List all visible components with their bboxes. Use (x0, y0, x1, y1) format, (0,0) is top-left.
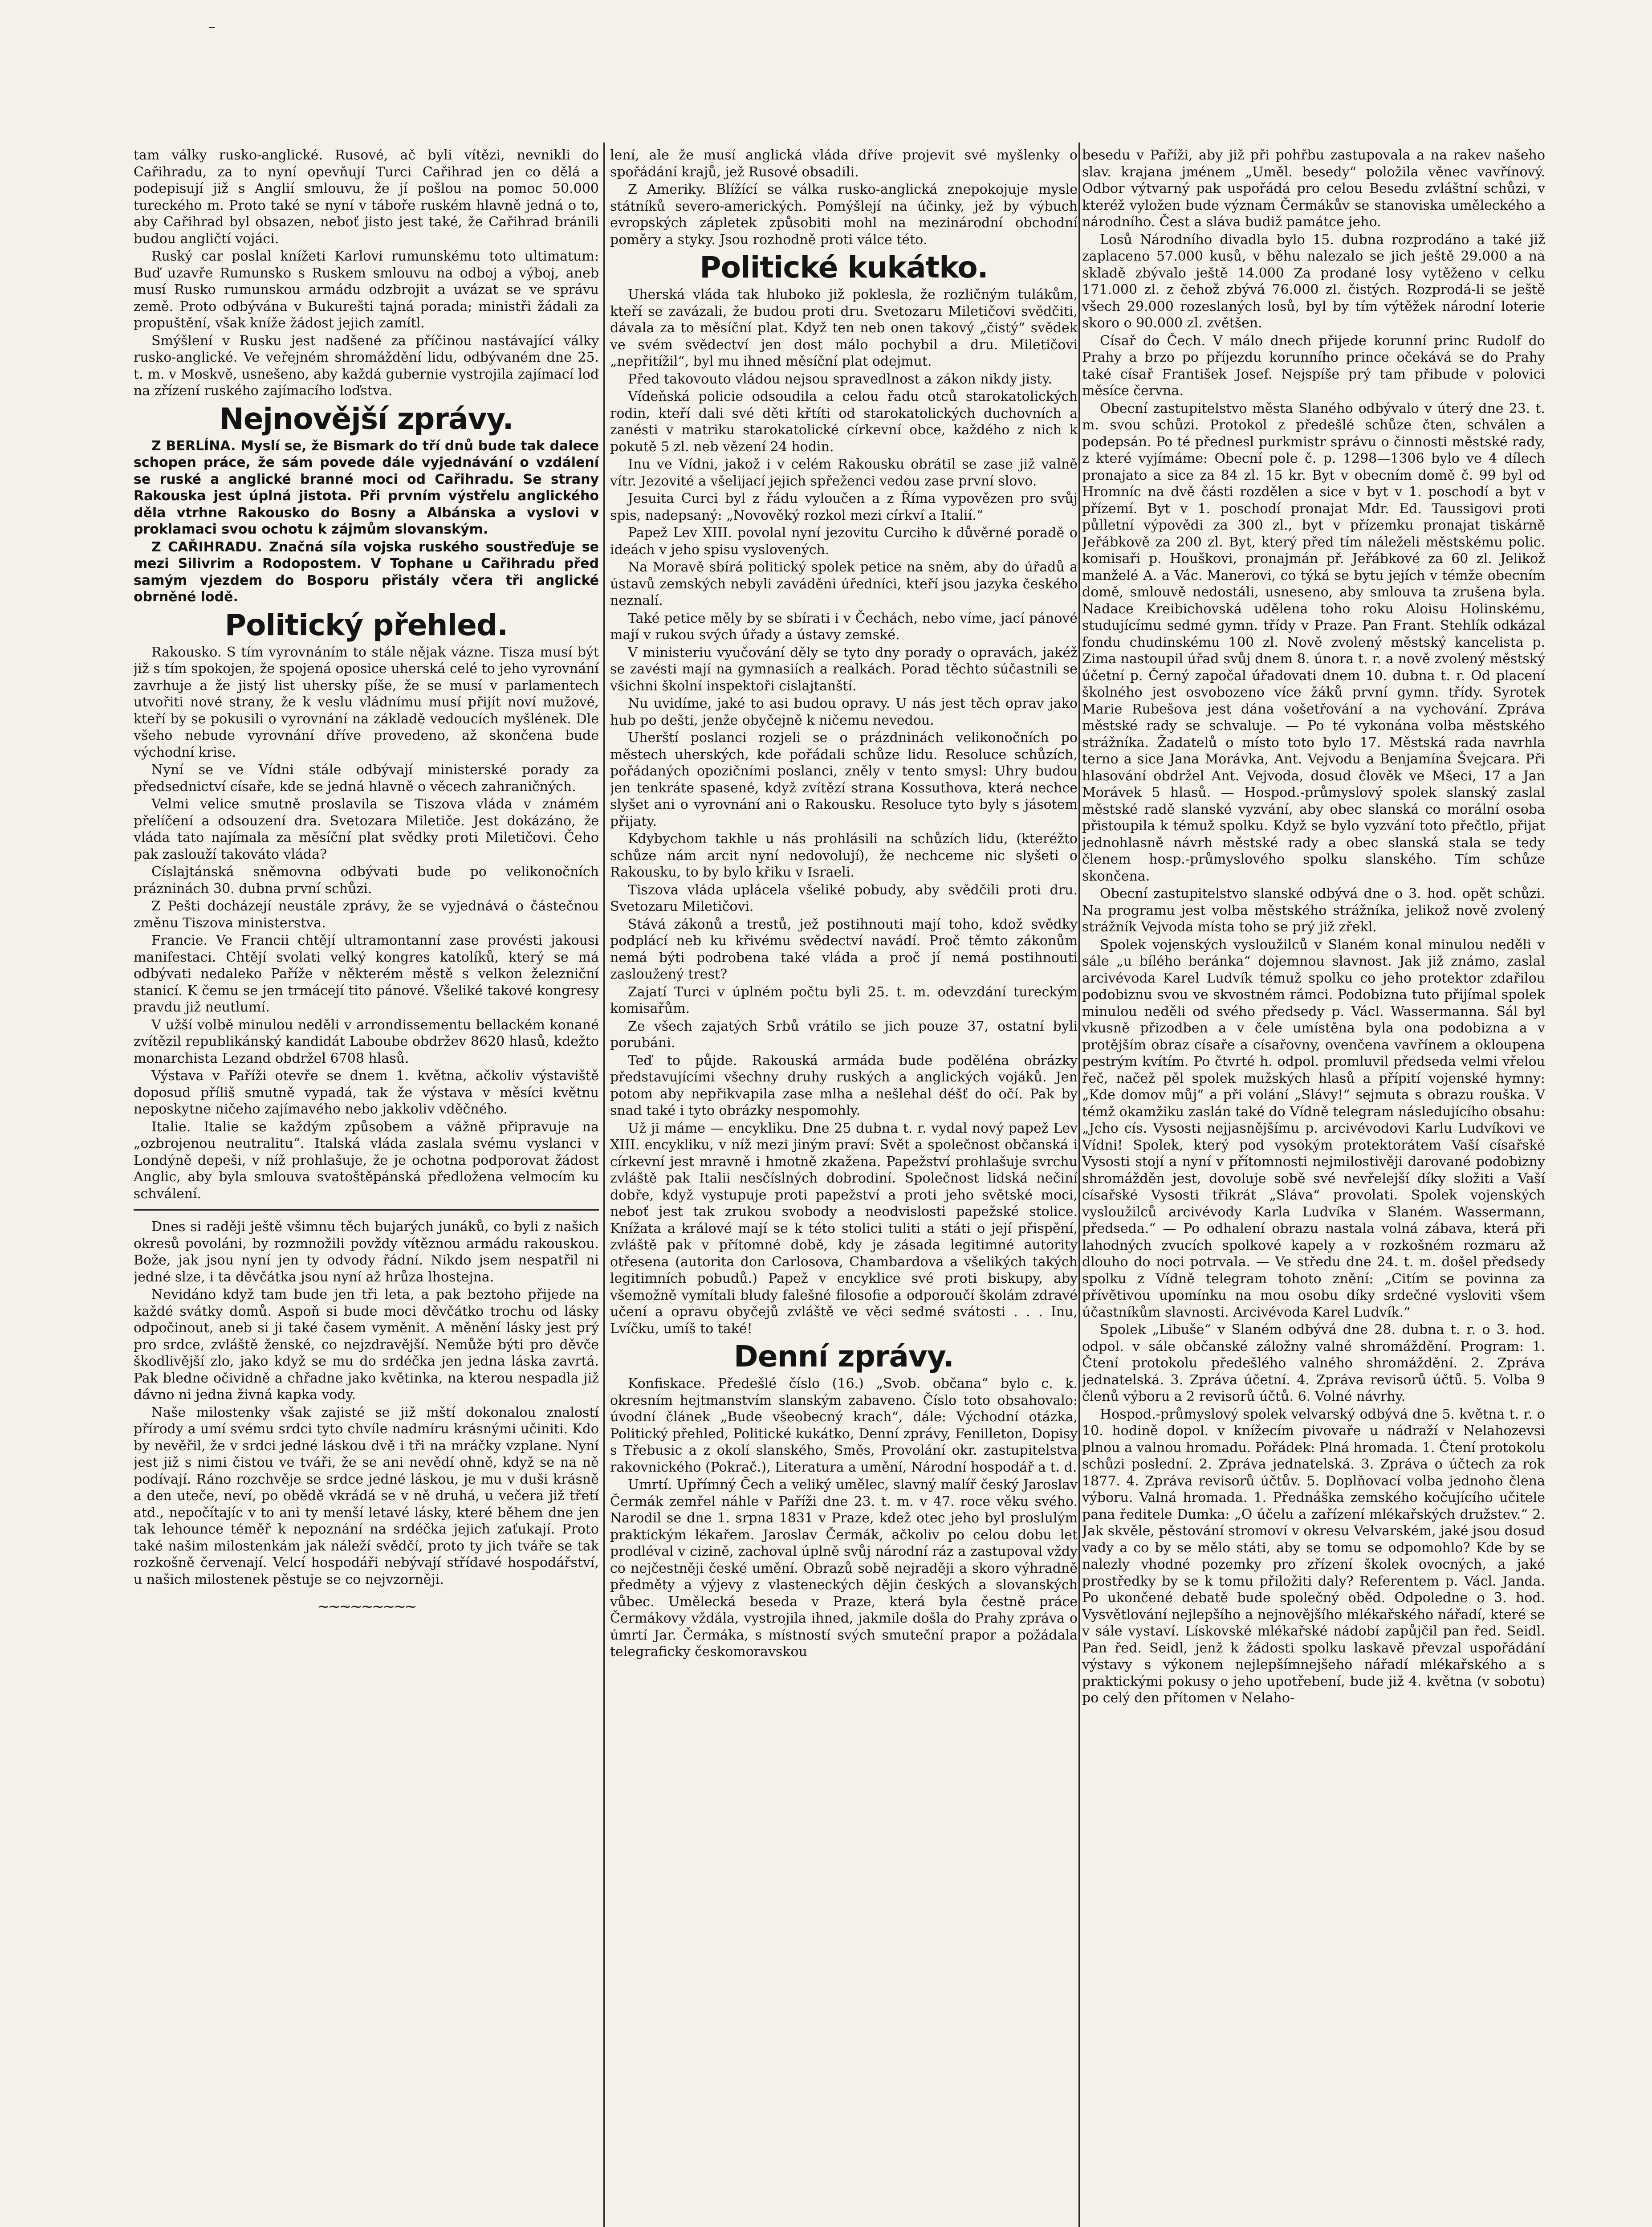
paragraph: V užší volbě minulou neděli v arrondissementu bellackém konané zvítězil republikánský kandidát Laboube obdržev 8620 hlasů, kdežto monarchista Lezand obdržel 6708 hlasů. (134, 1017, 599, 1066)
paragraph: Císař do Čech. V málo dnech přijede korunní princ Rudolf do Prahy a brzo po příjezdu korunního prince očekává se do Prahy také císař František Josef. Nejspíše prý tam přibude v polovici měsíce června. (1082, 333, 1545, 399)
paragraph: Na Moravě sbírá politický spolek petice na sněm, aby do úřadů a ústavů zemských nebyli zaváděni úředníci, kteří jsou jazyka českého neznalí. (610, 559, 1078, 608)
paragraph: Teď to půjde. Rakouská armáda bude poděléna obrázky představujícími všechny druhy ruských a anglických vojáků. Jen potom aby nepřikvapila zase mlha a nešlehal déšť do očí. Pak by snad také i tyto obrázky nespomohly. (610, 1052, 1078, 1118)
paragraph: Umrtí. Upřímný Čech a veliký umělec, slavný malíř český Jaroslav Čermák zemřel náhle v Paříži dne 23. t. m. v 47. roce věku svého. Narodil se dne 1. srpna 1831 v Praze, kdež otec jeho byl proslulým praktickým lékařem. Jaroslav Čermák, ačkoliv po celou dobu let prodléval v cizině, zachoval úplně svůj národní ráz a zastupoval vždy co nejčestněji české umění. Obrazů sobě nejraději a skoro výhradně předměty a výjevy z vlasteneckých dějin českých a slovanských vůbec. Umělecká beseda v Praze, která byla čestně práce Čermákovy vždála, vystrojila ihned, jakmile došla do Prahy zpráva o úmrtí Jar. Čermáka, s místností svých smuteční prapor a požádala telegraficky českomoravskou (610, 1477, 1078, 1660)
paragraph: Tiszova vláda uplácela všeliké pobudy, aby svědčili proti dru. Svetozaru Miletičovi. (610, 882, 1078, 914)
column-1 (134, 147, 599, 2227)
paragraph: Ze všech zajatých Srbů vrátilo se jich pouze 37, ostatní byli porubáni. (610, 1018, 1078, 1051)
paragraph: V ministeriu vyučování děly se tyto dny porady o opravách, jakéž se zavésti mají na gymnasiích a realkách. Porad těchto súčastnili se všichni školní inspektoři cislajtanští. (610, 644, 1078, 694)
column-divider (1078, 143, 1080, 2227)
paragraph: Stává zákonů a trestů, jež postihnouti mají toho, kdož svědky podplácí neb ku křivému svědectví navádí. Proč těmto zákonům nemá býti podrobena také vláda a proč jí nemá postihnouti zasloužený trest? (610, 916, 1078, 982)
news-item: Z BERLÍNA. Myslí se, že Bismark do tří dnů bude tak dalece schopen práce, že sám povede dále vyjednávání o vzdálení se ruské a anglické branné moci od Cařihradu. Se strany Rakouska jest úplná jistota. Při prvním výstřelu anglického děla vtrhne Rakousko do Bosny a Albánska a vyslovi v proklamaci svou ochotu k zájmům slovanským. (134, 438, 599, 537)
section-heading-political-peephole: Politické kukátko. (700, 250, 988, 285)
column-divider (603, 143, 605, 2227)
section-heading-daily-news: Denní zprávy. (734, 1339, 954, 1374)
paragraph: Výstava v Paříži otevře se dnem 1. května, ačkoliv výstaviště doposud příliš smutně vypadá, tak že výstava v měsíci květnu neposkytne ničeho zajímavého nebo jakkoliv vděčného. (134, 1068, 599, 1117)
paragraph: Kdybychom takhle u nás prohlásili na schůzích lidu, (kteréžto schůze nám arcit nyní nedovolují), že nechceme nic slyšeti o Rakousku, to by bylo křiku v Israeli. (610, 831, 1078, 880)
paragraph: Císlajtánská sněmovna odbývati bude po velikonočních prázninách 30. dubna první schůzi. (134, 864, 599, 897)
feuilleton-paragraph: Dnes si raději ještě všimnu těch bujarých junáků, co byli z našich okresů povoláni, by rozmnožili povždy vítěznou armádu rakouskou. Bože, jak jsou nyní jen ty odvody řádní. Nikdo jsem nespatřil ni jedné slze, i ta děvčátka jsou nyní až hrůza lhostejna. (134, 1219, 599, 1285)
paragraph: Smýšlení v Rusku jest nadšené za příčinou nastávající války rusko-anglické. Ve veřejném shromáždění lidu, odbývaném dne 25. t. m. v Moskvě, usnešeno, aby každá gubernie vystrojila zajímací loď na zřízení ruského zajímacího loďstva. (134, 333, 599, 399)
section-heading-political-overview: Politický přehled. (224, 608, 508, 642)
paragraph: Losů Národního divadla bylo 15. dubna rozprodáno a také již zaplaceno 57.000 kusů, v běhu nalezalo se jich ještě 29.000 a na skladě zbývalo ještě 14.000 Za prodané losy vytěženo v celku 171.000 zl. z čehož zbývá 76.000 zl. čistých. Rozprodá-li se ještě všech 29.000 rozeslaných losů, byl by tím výtěžek národní loterie skoro o 90.000 zl. zvětšen. (1082, 232, 1545, 331)
paragraph: tam války rusko-anglické. Rusové, ač byli vítězi, nevnikli do Cařihradu, za to nyní opevňují Turci Cařihrad jen co dělá a podepisují již s Anglií smlouvu, že jí pošlou na pomoc 50.000 tureckého m. Proto také se nyní v táboře ruském hlavně jedná o to, aby Cařihrad byl obsazen, neboť jisto jest také, že Cařihrad bránili budou angličtí vojáci. (134, 147, 599, 247)
paragraph: Spolek „Libuše“ v Slaném odbývá dne 28. dubna t. r. o 3. hod. odpol. v sále občanské záložny valné shromáždění. Program: 1. Čtení protokolu předešlého valného shromáždění. 2. Zpráva jednatelská. 3. Zpráva účetní. 4. Zpráva revisorů účtů. 5. Volba 9 členů výboru a 2 revisorů účtů. 6. Volné návrhy. (1082, 1322, 1545, 1404)
column-3 (1082, 147, 1545, 2227)
paragraph: Vídeňská policie odsoudila a celou řadu otců starokatolických rodin, kteří dali své děti křtíti od starokatolických duchovních a zanésti v matriku starokatolické církevní obce, každého z nich k pokutě 5 zl. neb vězení 24 hodin. (610, 389, 1078, 455)
paragraph: Velmi velice smutně proslavila se Tiszova vláda v známém přelíčení a odsouzení dra. Svetozara Miletiče. Jest dokázáno, že vláda tato najímala za měsíční plat svědky proti Miletičovi. Čeho pak zaslouží takováto vláda? (134, 796, 599, 862)
paragraph: lení, ale že musí anglická vláda dříve projevit své myšlenky o spořádání krajů, jež Rusové obsadili. (610, 147, 1078, 180)
paragraph: besedu v Paříži, aby již při pohřbu zastupovala a na rakev našeho slav. krajana jménem „Uměl. besedy“ položila věnec vavřínový. Odbor výtvarný pak uspořádá pro celou Besedu zvláštní schůzi, v kteréž vyložen bude význam Čermákův se stanoviska uměleckého a národního. Čest a sláva budiž památce jeho. (1082, 147, 1545, 230)
news-item: Z CAŘIHRADU. Značná síla vojska ruského soustřeďuje se mezi Silivrim a Rodopostem. V Tophane u Cařihradu před samým vjezdem do Bosporu přistály včera tři anglické obrněné lodě. (134, 539, 599, 605)
paragraph: Před takovouto vládou nejsou spravedlnost a zákon nikdy jisty. (628, 371, 1052, 387)
feuilleton-paragraph: Nevidáno když tam bude jen tři leta, a pak beztoho přijede na každé svátky domů. Aspoň si bude moci děvčátko trochu od lásky odpočinout, aneb si ji také časem vyměnit. A měnění lásky jest prý pro srdce, zvláště ženské, co nejzdravější. Nemůže býti pro děvče škodlivější zlo, jako když se mu do srdéčka jen jedna láska zavrtá. Pak bledne očividně a chřadne jako květinka, na kterou nespadla již dávno ni jedna živná kapka vody. (134, 1287, 599, 1403)
paragraph: Konfiskace. Předešlé číslo (16.) „Svob. občana“ bylo c. k. okresním hejtmanstvím slanským zabaveno. Číslo toto obsahovalo: úvodní článek „Bude všeobecný krach“, dále: Východní otázka, Politický přehled, Politické kukátko, Denní zprávy, Fenilleton, Dopisy s Třebusic a z okolí slanského, Směs, Provolání okr. zastupitelstva rakovnického (Pokrač.), Literatura a umění, Národní hospodář a t. d. (610, 1376, 1078, 1475)
paragraph: Nyní se ve Vídni stále odbývají ministerské porady za předsednictví císaře, kde se jedná hlavně o věcech zahraničných. (134, 762, 599, 795)
paragraph: Uherští poslanci rozjeli se o prázdninách velikonočních po městech uherských, kde pořádali schůze lidu. Resoluce schůzích, pořádaných opozičními poslanci, zněly v tento smysl: Uhry budou jen tenkráte spasené, když zvítězí strana Kossuthova, která nechce slyšet ani o vyrovnání ani o Rakousku. Resoluce tyto byly s jásotem přijaty. (610, 730, 1078, 829)
paragraph: Ruský car poslal knížeti Karlovi rumunskému toto ultimatum: Buď uzavře Rumunsko s Ruskem smlouvu na odboj a výboj, aneb musí Rusko rumunskou armádu odzbrojit a uvázat se ve správu země. Proto odbývána v Bukurešti tajná porada; ministři žádali za propuštění, však kníže žádost jejich zamítl. (134, 249, 599, 331)
paragraph: Francie. Ve Francii chtějí ultramontanní zase provésti jakousi manifestaci. Chtějí svolati velký kongres katolíků, který se má odbývati nedaleko Paříže v některém městě s velkon železniční stanicí. K čemu se jen trmácejí tito pánové. Všeliké takové kongresy pravdu již neutlumí. (134, 933, 599, 1015)
paragraph: Už ji máme — encykliku. Dne 25 dubna t. r. vydal nový papež Lev XIII. encykliku, v níž mezi jiným praví: Svět a společnost občanská i církevní jest mravně i hmotně zkažena. Papežství prohlašuje svrchu zvláště pak Italii nesčíslných dobrodiní. Společnost lidská nečiní dobře, když vystupuje proti papežství a proti jeho světské moci, neboť jest tak zrukou svobody a neodvislosti papežské stolice. Knížata a králové mají se k této stolici tuliti a státi o její přispění, zvláště pak v přítomné době, kdy je zásada legitimné autority otřesena (autorita don Carlosova, Chambardova a všelikých takých legitimních pobudů.) Papež v encyklice své proti biskupy, aby všemožně vymítali bludy falešné filosofie a odporoučí školám zdravé učení a opravu obyčejů zvláště ve věci sedmé svátosti . . . Inu, Lvíčku, umíš to také! (610, 1120, 1078, 1337)
paragraph: Inu ve Vídni, jakož i v celém Rakousku obrátil se zase již valně vítr. Jezovité a všelijací jejich spřeženci vedou zase první slovo. (610, 457, 1078, 489)
paragraph: Jesuita Curci byl z řádu vyloučen a z Říma vypovězen pro svůj spis, nadepsaný: „Novověký rozkol mezi církví a Italií.“ (610, 491, 1078, 523)
paragraph: Rakousko. S tím vyrovnáním to stále nějak vázne. Tisza musí být již s tím spokojen, že spojená oposice uherská celé to jeho vyrovnání zavrhuje a že jistý list uhersky píše, že se musí v parlamentech utvořiti nové strany, že k veslu vládnímu musí přijít noví mužové, kteří by se pokusili o vyrovnání na základě vedoucích myšlének. Dle všeho nebude vyrovnání dříve provedeno, až skončena bude východní krise. (134, 644, 599, 760)
feuilleton-divider (134, 1209, 599, 1211)
paragraph: Také petice měly by se sbírati i v Čechách, nebo víme, jací pánové mají v rukou svých úřady a ústavy zemské. (610, 610, 1078, 643)
latest-news-block (134, 438, 599, 606)
page-mark (209, 27, 215, 28)
paragraph: Papež Lev XIII. povolal nyní jezovitu Curciho k důvěrné poradě o ideách v jeho spisu vyslovených. (610, 525, 1078, 558)
end-ornament: ~~~~~~~~~ (317, 1598, 415, 1615)
paragraph: Italie. Italie se každým způsobem a vážně připravuje na „ozbrojenou neutralitu“. Italská vláda zaslala svému vyslanci v Londýně depeši, v níž prohlašuje, že je ochotna podporovat žádost Anglic, aby byla smlouva svatoštěpánská předložena velmocím ku schválení. (134, 1119, 599, 1202)
paragraph: Uherská vláda tak hluboko již poklesla, že rozličným tulákům, kteří se zavázali, že budou proti dru. Svetozaru Miletičovi svědčiti, dávala za to měsíční plat. Když ten neb onen takový „čistý“ svědek ve svém svědectví jen dost málo pochybil a dru. Miletičovi „nepřitížil“, byl mu ihned měsíční plat odejmut. (610, 287, 1078, 369)
paragraph: Z Pešti docházejí neustále zprávy, že se vyjednává o částečnou změnu Tiszova ministerstva. (134, 898, 599, 931)
paragraph: Nu uvidíme, jaké to asi budou opravy. U nás jest těch oprav jako hub po dešti, jenže obyčejně k ničemu nevedou. (610, 696, 1078, 728)
paragraph: Z Ameriky. Blížící se válka rusko-anglická znepokojuje mysle státníků severo-amerických. Pomýšlejí na účinky, jež by výbuch evropských zápletek způsobiti mohl na mezinárodní obchodní poměry a styky. Jsou rozhodně proti válce této. (610, 182, 1078, 248)
paragraph: Zajatí Turci v úplném počtu byli 25. t. m. odevzdání tureckým komisařům. (610, 984, 1078, 1016)
paragraph: Obecní zastupitelstvo slanské odbývá dne o 3. hod. opět schůzi. Na programu jest volba městského strážníka, jelikož nově zvolený strážník Vejvoda místa toho se prý již zřekl. (1082, 886, 1545, 935)
paragraph: Spolek vojenských vysloužilců v Slaném konal minulou neděli v sále „u bílého beránka“ dojemnou slavnost. Jak již známo, zaslal arcivévoda Karel Ludvík témuž spolku co jeho protektor zdařilou podobiznu svou ve skvostném rámci. Podobizna tuto přijímal spolek minulou neděli od svého předsedy p. Václ. Wassermanna. Sál byl vkusně přizodben a v čele umístěna byla ona podobizna a v protějším obraz císaře a císařovny, ovenčena vavřínem a okloupena pestrým kvítím. Po čtvrté h. odpol. promluvil předseda velmi vřelou řeč, načež pěl spolek mužských hlasů a přípití vojenské hymny: „Kde domov můj“ a při volání „Slávy!“ sejmuta s obrazu rouška. V témž okamžiku zaslán také do Vídně telegram následujícího obsahu: „Jcho cís. Vysosti nejjasnějšímu p. arcivévodovi Karlu Ludvíkovi ve Vídni! Spolek, který pod vysokým protektorátem Vaší císařské Vysosti stojí a nyní v přítomnosti nejmilostivěji darované podobizny shromážděn jest, dovoluje sobě své nevřelejší díky složiti a Vaší císařské Vysosti třikrát „Sláva“ provolati. Spolek vojenských vysloužilců arcivévody Karla Ludvíka v Slaném. Wassermann, předseda.“ — Po odhalení obrazu nastala volná zábava, která při lahodných zvucích spolkové kapely a v rozkošném rozmaru až dlouho do noci potrvala. — Ve středu dne 24. t. m. došel předsedy spolku z Vídně telegram tohoto znění: „Citím se povinna za přívětivou upomínku na mou osobu díky srdečné vysloviti všem účastníkům slavnosti. Arcivévoda Karel Ludvík.“ (1082, 937, 1545, 1320)
column-2 (610, 147, 1078, 2227)
section-heading-latest-news: Nejnovější zprávy. (219, 401, 513, 436)
paragraph: Obecní zastupitelstvo města Slaného odbývalo v úterý dne 23. t. m. svou schůzi. Protokol z předešlé schůze čten, schválen a podepsán. Po té přednesl purkmistr správu o činnosti městské rady, z které vyjímáme: Obecní pole č. p. 1298—1306 bylo ve 4 dílech pronajato a sice za 84 zl. 15 kr. Byt v obecním domě č. 99 byl od Hromníc na dvě části rozdělen a sice v byt v 1. poschodí a byt v přízemí. Byt v 1. poschodí pronajat Mdr. Ed. Taussigovi proti půlletní výpovědi za 300 zl., byt v přízemku pronajat tiskárně Jeřábkově za 200 zl. Byt, který před tím náleželi městskému polic. komisaři p. Houškovi, pronajmán př. Jeřábkové za 60 zl. Jelikož manželé A. a Vác. Manerovi, co týká se bytu jejích v témže obecním domě, smlouvě nedostáli, usneseno, aby smlouva ta zrušena byla. Nadace Kreibichovská udělena toho roku Aloisu Holinskému, studujícímu sedmé gymn. třídy v Praze. Pan Frant. Stehlík odkázal fondu chudinskému 100 zl. Nově zvolený městský kancelista p. Zima nastoupil úřad svůj dnem 8. února t. r. a nově zvolený městský účetní p. Černý započal úřadovati dnem 10. dubna t. r. Od placení školného jest osvobozeno více žáků první gymn. třídy. Syrotek Marie Rubešova jest dána vošetřování a na vychování. Zpráva městské rady se schvaluje. — Po té vykonána volba městského strážníka. Žadatelů o místo toto bylo 17. Městská rada navrhla terno a sice Jana Morávka, Ant. Vejvodu a Benjamína Švejcara. Při hlasování obdržel Ant. Vejvoda, dosud člověk ve Mšeci, 17 a Jan Morávek 5 hlasů. — Hospod.-průmyslový spolek slanský zaslal městské radě slanské vyzvání, aby obec slanská co morální osoba přistoupila k témuž spolku. Když se bylo vyzvání toto přečtlo, přijat jednohlasně návrh městské rady a obec slanská stala se tedy členem hosp.-průmyslového spolku slanského. Tím schůze skončena. (1082, 400, 1545, 884)
feuilleton-paragraph: Naše milostenky však zajisté se již mští dokonalou znalostí přírody a umí svému srdci tyto chvíle nadmíru krásnými učiniti. Kdo by nevěřil, že v srdci jedné láskou dvě i tři na mráčky vzplane. Nyní jest již s nimi čistou ve tváři, že se ani nevědí ohně, když se na ně podívají. Ráno rozchvěje se srdce jedné láskou, je mu v duši krásně a den uteče, neví, po obědě vkrádá se v ně druhá, u večera již třetí atd., nepočítajíc v to ani ty menší letavé lásky, které během dne jen tak lehounce téměř k nepoznání na srdéčka jejich zaťukají. Proto také našim milostenkám jak náleží svědčí, proto ty jich tváře se tak rozkošně červenají. Velcí hospodáři nebývají střídavé hospodářství, u našich milostenek pěstuje se co nejvzorněji. (134, 1404, 599, 1587)
paragraph: Hospod.-průmyslový spolek velvarský odbývá dne 5. května t. r. o 10. hodině dopol. v knížecím pivovaře u nádraží v Nelahozevsi plnou a valnou hromadu. Pořádek: Plná hromada. 1. Čtení protokolu schůzi poslední. 2. Zpráva jednatelská. 3. Zpráva o účtech za rok 1877. 4. Zpráva revisorů účtův. 5. Doplňovací volba jednoho člena výboru. Valná hromada. 1. Přednáška zemského kočujícího učitele pana ředitele Dumka: „O účelu a zařízení mlékařských družstev.“ 2. Jak skvěle, pěstování stromoví v okresu Velvarském, jaké jsou dosud vady a co by se mělo státi, aby se tomu se odpomohlo? Kde by se nalezly vhodné pozemky pro zřízení školek ovocných, a jaké prostředky by se k tomu přiložiti daly? Referentem p. Václ. Janda. Po ukončené debatě bude společný oběd. Odpoledne o 3. hod. Vysvětlování nejlepšího a nejnovějšího mlékařského nářadí, které se v sále vystaví. Lískovské mlékařské nádobí zapůjčil pan řed. Seidl. Pan řed. Seidl, jenž k žádosti spolku laskavě převzal uspořádání výstavy s výkonem nejlepšímnejšeho nářadí mlékařského a s praktickými pokusy o jeho upotřebení, bude již 4. května (v sobotu) po celý den přítomen v Nelaho- (1082, 1406, 1545, 1706)
